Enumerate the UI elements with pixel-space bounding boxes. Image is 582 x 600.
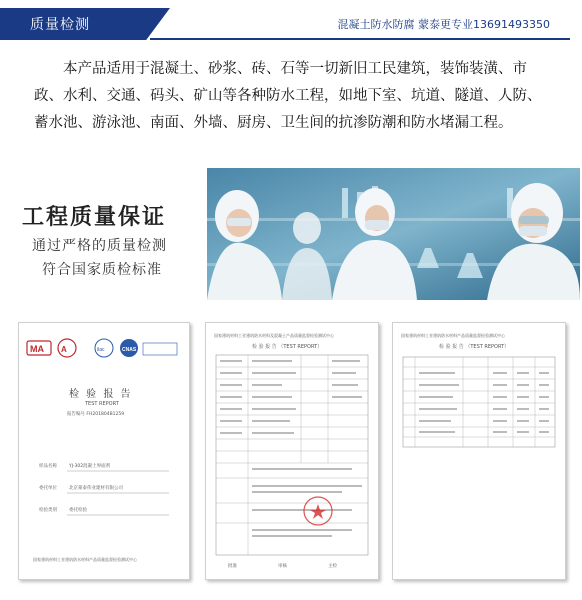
review-label: 审核: [278, 564, 287, 569]
report-title: 检 验 报 告 （TEST REPORT）: [439, 344, 510, 350]
header-divider: [150, 38, 570, 40]
inspector-label: 主检: [328, 564, 337, 569]
sample-label: 样品名称: [39, 464, 57, 469]
client-value: 北京蒙泰伟业建材有限公司: [69, 486, 123, 491]
certificate-test-report-cover: [18, 322, 190, 580]
section-title: 质量检测: [30, 17, 90, 33]
lab-scene-illustration: [207, 168, 580, 300]
report-table: [206, 323, 378, 579]
issuer-header: 国家建筑材料工业建筑防水材料及混凝土产品质量监督检验测试中心: [214, 333, 334, 338]
brand-contact: 混凝土防水防腐 蒙泰更专业13691493350: [337, 18, 550, 31]
guarantee-title: 工程质量保证: [22, 205, 167, 230]
guarantee-line-2: 符合国家质检标准: [42, 262, 162, 278]
cma-logo-icon: [27, 341, 51, 355]
svg-text:ilac: ilac: [97, 347, 105, 353]
svg-text:MA: MA: [30, 344, 44, 354]
client-label: 委托单位: [39, 486, 57, 491]
report-title: 检 验 报 告 （TEST REPORT）: [252, 344, 323, 350]
issuer-header: 国家建筑材料工业建筑防水材料产品质量监督检验测试中心: [401, 333, 505, 338]
certificate-test-results: [392, 322, 566, 580]
certificate-test-details: [205, 322, 379, 580]
sample-value: YJ-302混凝土界面剂: [69, 464, 111, 469]
cnas-logo-icon: [120, 339, 138, 357]
lab-photo: [207, 168, 580, 300]
report-title: 检 验 报 告: [69, 389, 133, 400]
report-subtitle: TEST REPORT: [85, 401, 119, 407]
guarantee-line-1: 通过严格的质量检测: [32, 238, 167, 254]
header-bar: [0, 0, 582, 42]
ilac-logo-icon: [95, 339, 113, 357]
results-table: [393, 323, 565, 579]
type-label: 检验类别: [39, 508, 57, 513]
cal-logo-icon: [58, 339, 76, 357]
svg-text:CNAS: CNAS: [122, 347, 137, 353]
report-number: 报告编号 FH201804B1259: [67, 412, 125, 417]
approve-label: 批准: [228, 564, 237, 569]
type-value: 委托检验: [69, 508, 87, 513]
issuer-footer: 国家建筑材料工业建筑防水材料产品质量监督检验测试中心: [33, 557, 137, 562]
product-description: 本产品适用于混凝土、砂浆、砖、石等一切新旧工民建筑，装饰装潢、市政、水利、交通、码头、矿山等各种防水工程，如地下室、坑道、隧道、人防、蓄水池、游泳池、南面、外墙、厨房、卫生间的抗渗防潮和防水堵漏工程。: [34, 61, 542, 131]
svg-text:A: A: [61, 345, 67, 354]
